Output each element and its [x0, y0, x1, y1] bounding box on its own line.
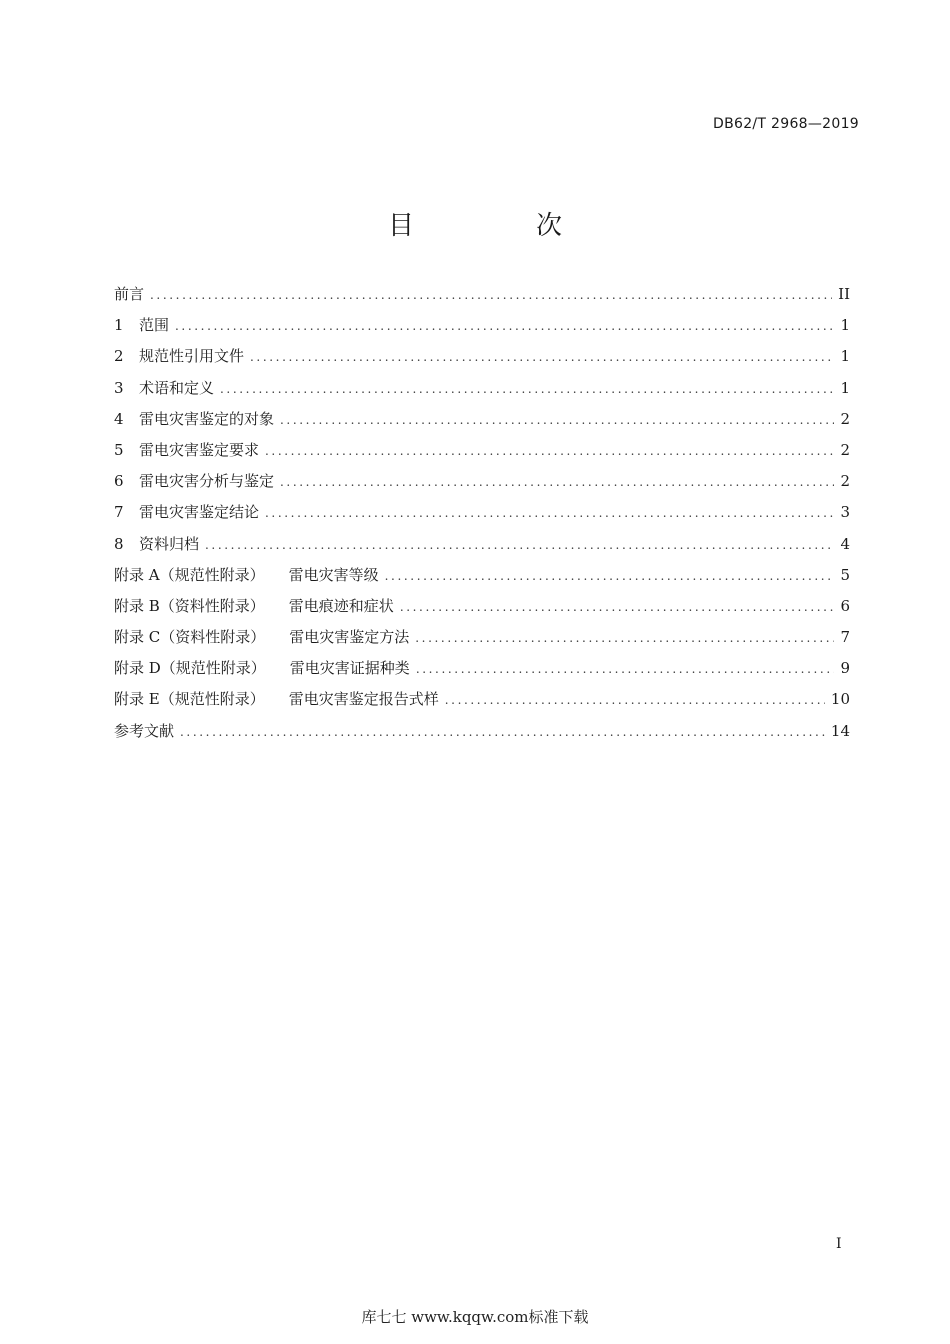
toc-page-number: 14: [830, 721, 850, 740]
toc-leader-dots: [416, 662, 835, 676]
toc-leader-dots: [175, 319, 834, 333]
toc-section-number: 8: [114, 534, 124, 553]
toc-entry-scope[interactable]: [114, 314, 850, 345]
toc-page-number: 4: [840, 534, 850, 553]
toc-label: 附录 A（规范性附录）: [114, 565, 265, 584]
toc-leader-dots: [415, 631, 834, 645]
toc-leader-dots: [205, 538, 834, 552]
toc-entry-appendix-c[interactable]: [114, 626, 850, 657]
toc-leader-dots: [150, 288, 832, 302]
toc-appendix-title: 雷电灾害证据种类: [289, 659, 410, 678]
toc-entry-section-8[interactable]: [114, 533, 850, 564]
toc-label: 范围: [139, 316, 170, 335]
toc-entry-section-7[interactable]: [114, 501, 850, 532]
toc-label: 雷电灾害鉴定结论: [139, 503, 260, 522]
toc-leader-dots: [400, 600, 835, 614]
toc-appendix-title: 雷电痕迹和症状: [288, 596, 394, 615]
toc-label: 雷电灾害鉴定的对象: [139, 409, 275, 428]
toc-label: 前言: [114, 285, 145, 303]
toc-label: 附录 E（规范性附录）: [114, 690, 265, 709]
toc-entry-appendix-a[interactable]: [114, 564, 850, 595]
toc-page-number: 3: [840, 503, 850, 522]
toc-label: 附录 D（规范性附录）: [114, 659, 266, 678]
toc-appendix-title: 雷电灾害鉴定方法: [289, 628, 410, 647]
toc-entry-section-6[interactable]: [114, 470, 850, 501]
toc-label: 参考文献: [114, 721, 175, 740]
toc-section-number: 2: [114, 347, 124, 366]
toc-leader-dots: [265, 444, 834, 458]
toc-section-number: 6: [114, 472, 124, 491]
toc-entry-appendix-b[interactable]: [114, 595, 850, 626]
toc-leader-dots: [445, 693, 825, 707]
toc-page-number: 1: [840, 316, 850, 335]
table-of-contents: [114, 283, 850, 751]
toc-leader-dots: [220, 382, 834, 396]
toc-page-number: 2: [840, 472, 850, 491]
toc-section-number: 4: [114, 409, 124, 428]
toc-page-number: 1: [840, 378, 850, 397]
toc-label: 资料归档: [139, 534, 200, 553]
toc-page-number: 1: [840, 347, 850, 366]
page-title: 目 次: [387, 211, 610, 241]
page-number: I: [836, 1236, 842, 1252]
toc-leader-dots: [180, 725, 825, 739]
toc-label: 雷电灾害分析与鉴定: [139, 472, 275, 491]
toc-page-number: 6: [840, 596, 850, 615]
toc-section-number: 5: [114, 440, 124, 459]
toc-leader-dots: [280, 475, 834, 489]
toc-entry-appendix-d[interactable]: [114, 657, 850, 688]
toc-entry-preface[interactable]: [114, 283, 850, 314]
toc-leader-dots: [385, 569, 835, 583]
toc-entry-section-5[interactable]: [114, 439, 850, 470]
toc-leader-dots: [280, 413, 834, 427]
toc-appendix-title: 雷电灾害鉴定报告式样: [288, 690, 439, 709]
toc-entry-normative-references[interactable]: [114, 345, 850, 376]
toc-section-number: 1: [114, 316, 124, 335]
toc-leader-dots: [250, 350, 834, 364]
toc-page-number: 10: [830, 690, 850, 709]
toc-entry-terms-definitions[interactable]: [114, 377, 850, 408]
toc-page-number: 7: [840, 628, 850, 647]
toc-label: 术语和定义: [139, 378, 215, 397]
toc-section-number: 7: [114, 503, 124, 522]
toc-section-number: 3: [114, 378, 124, 397]
toc-leader-dots: [265, 506, 834, 520]
toc-page-number: 2: [840, 440, 850, 459]
toc-label: 附录 B（资料性附录）: [114, 596, 265, 615]
toc-label: 雷电灾害鉴定要求: [139, 440, 260, 459]
toc-page-number: 2: [840, 409, 850, 428]
toc-page-number: 9: [840, 659, 850, 678]
toc-entry-section-4[interactable]: [114, 408, 850, 439]
toc-entry-appendix-e[interactable]: [114, 688, 850, 719]
toc-page-number: II: [838, 285, 850, 303]
document-code: DB62/T 2968—2019: [713, 116, 859, 132]
toc-label: 规范性引用文件: [139, 347, 245, 366]
footer-watermark: 库七七 www.kqqw.com标准下载: [361, 1308, 589, 1326]
toc-entry-bibliography[interactable]: [114, 720, 850, 751]
toc-appendix-title: 雷电灾害等级: [288, 565, 379, 584]
toc-page-number: 5: [840, 565, 850, 584]
toc-label: 附录 C（资料性附录）: [114, 628, 266, 647]
